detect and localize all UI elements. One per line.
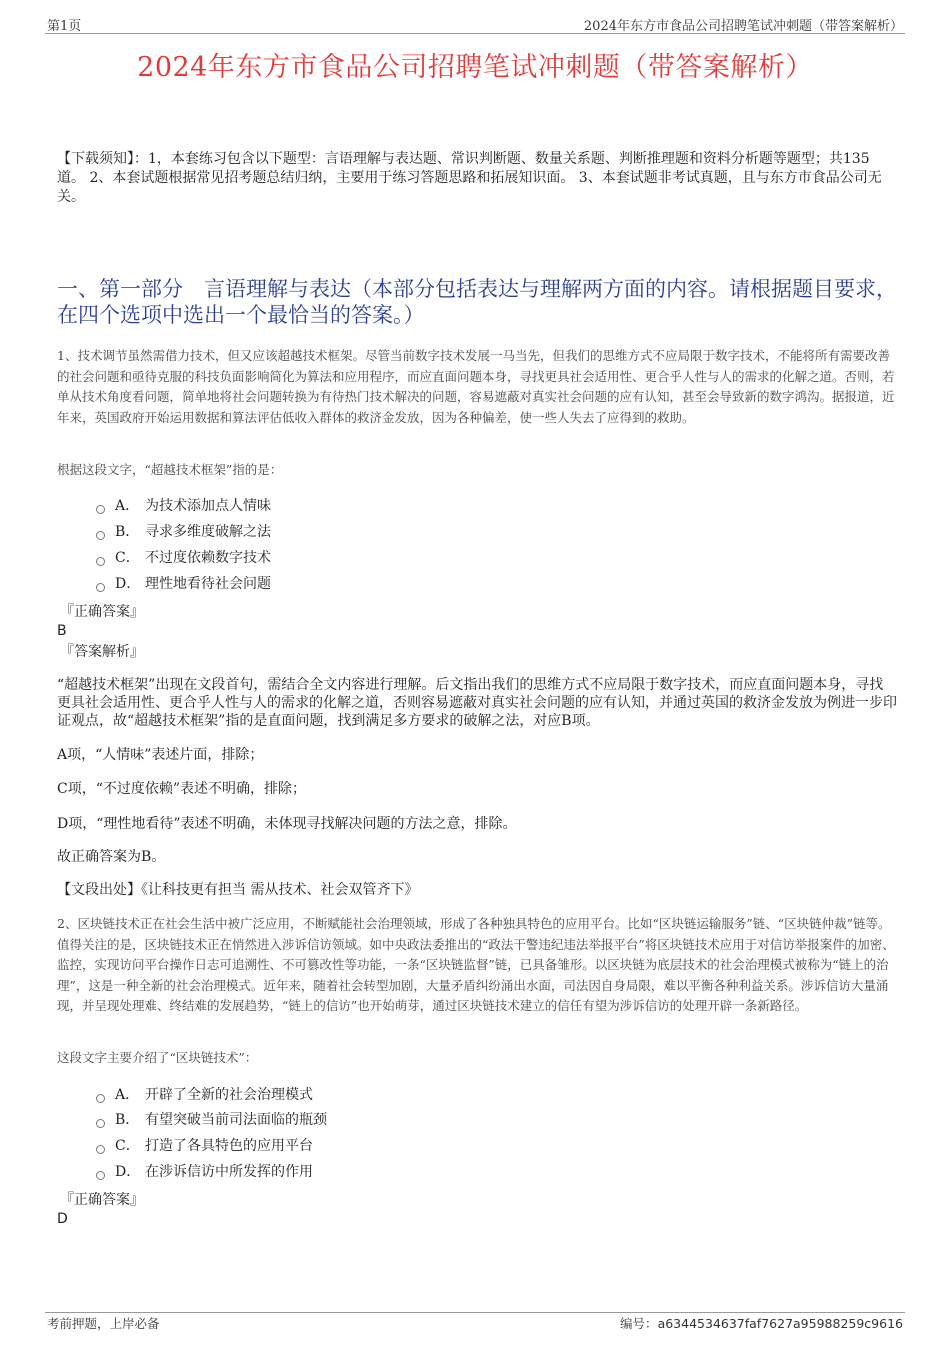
option-letter: A． [115,1087,140,1103]
header-doc-title: 2024年东方市食品公司招聘笔试冲刺题（带答案解析） [583,19,903,34]
option-letter: D． [115,576,141,592]
radio-icon[interactable] [96,583,105,592]
q1-analysis-c: C项，“不过度依赖”表述不明确，排除； [57,781,307,797]
q1-analysis-d: D项，“理性地看待”表述不明确，未体现寻找解决问题的方法之意，排除。 [57,816,517,832]
option-text: 在涉诉信访中所发挥的作用 [145,1164,313,1180]
option-text: 不过度依赖数字技术 [145,550,271,566]
download-notice: 【下载须知】：1，本套练习包含以下题型：言语理解与表达题、常识判断题、数量关系题、判断推理题和资料分析题等题型；共135道。 2、本套试题根据常见招考题总结归纳，主要用于练习答题思路和拓展知识面。 3、本套试题非考试真题，且与东方市食品公司无关。 [57,151,882,205]
header-page-label: 第1页 [47,19,82,34]
q1-analysis-a: A项，“人情味”表述片面，排除； [57,747,264,763]
radio-icon[interactable] [96,531,105,540]
q1-stem: 根据这段文字，“超越技术框架”指的是： [57,462,283,477]
option-text: 理性地看待社会问题 [145,576,271,592]
option-text: 寻求多维度破解之法 [145,524,271,540]
q2-option-a[interactable] [96,1085,313,1105]
header-divider [45,33,905,34]
radio-icon[interactable] [96,1171,105,1180]
q1-source: 【文段出处】《让科技更有担当 需从技术、社会双管齐下》 [57,882,419,898]
footer-code [620,1314,903,1332]
q1-option-b[interactable] [96,522,271,542]
section-heading: 一、第一部分 言语理解与表达（本部分包括表达与理解两方面的内容。请根据题目要求，在四个选项中选出一个最恰当的答案。） [57,277,897,327]
q2-option-b[interactable] [96,1110,327,1130]
radio-icon[interactable] [96,557,105,566]
radio-icon[interactable] [96,505,105,514]
page-title: 2024年东方市食品公司招聘笔试冲刺题（带答案解析） [137,52,813,83]
q1-analysis: “超越技术框架”出现在文段首句，需结合全文内容进行理解。后文指出我们的思维方式不应局限于数字技术，而应直面问题本身，寻找更具社会适用性、更合乎人性与人的需求的化解之道，否则容易遮蔽对真实社会问题的应有认知，并通过英国的救济金发放为例进一步印证观点，故“超越技术框架”指的是直面问题，找到满足多方要求的破解之法，对应B项。 [57,677,897,729]
q1-answer-label: 『正确答案』 [60,604,144,620]
q1-option-d[interactable] [96,574,271,594]
footer-code-value: a6344534637faf7627a95988259c9616 [657,1316,903,1331]
q1-option-a[interactable] [96,496,271,516]
q2-passage: 2、区块链技术正在社会生活中被广泛应用，不断赋能社会治理领域，形成了各种独具特色的应用平台。比如“区块链运输服务”链、“区块链仲裁”链等。值得关注的是，区块链技术正在悄然进入涉诉信访领域。如中央政法委推出的“政法干警违纪违法举报平台”将区块链技术应用于对信访举报案件的加密、监控，实现访问平台操作日志可追溯性、不可篡改性等功能，一条“区块链监督”链，已具备雏形。以区块链为底层技术的社会治理模式被称为“链上的治理”，这是一种全新的社会治理模式。近年来，随着社会转型加剧，大量矛盾纠纷涌出水面，司法因自身局限，难以平衡各种利益关系。涉诉信访大量涌现，并呈现处理难、终结难的发展趋势，“链上的信访”也开始萌芽，通过区块链技术建立的信任有望为涉诉信访的处理开辟一条新路径。 [57,916,895,1013]
q2-option-d[interactable] [96,1162,313,1182]
radio-icon[interactable] [96,1119,105,1128]
q2-option-c[interactable] [96,1136,313,1156]
q1-analysis-label: 『答案解析』 [60,644,144,660]
footer-code-label: 编号： [620,1316,658,1331]
footer-slogan: 考前押题，上岸必备 [47,1316,160,1331]
option-text: 打造了各具特色的应用平台 [145,1138,313,1154]
option-text: 为技术添加点人情味 [145,498,271,514]
q1-answer: B [57,623,67,639]
option-letter: C． [115,1138,140,1154]
q2-answer: D [57,1211,68,1227]
footer-divider [45,1312,905,1313]
q1-conclusion: 故正确答案为B。 [57,849,166,865]
option-letter: C． [115,550,140,566]
option-letter: B． [115,1112,140,1128]
radio-icon[interactable] [96,1094,105,1103]
radio-icon[interactable] [96,1145,105,1154]
q2-stem: 这段文字主要介绍了“区块链技术”： [57,1050,258,1065]
option-letter: A． [115,498,140,514]
q1-passage: 1、技术调节虽然需借力技术，但又应该超越技术框架。尽管当前数字技术发展一马当先，但我们的思维方式不应局限于数字技术，不能将所有需要改善的社会问题和亟待克服的科技负面影响简化为算法和应用程序，而应直面问题本身，寻找更具社会适用性、更合乎人性与人的需求的化解之道。否则，若单从技术角度看问题，简单地将社会问题转换为有待热门技术解决的问题，容易遮蔽对真实社会问题的应有认知，甚至会导致新的数字鸿沟。据报道，近年来，英国政府开始运用数据和算法评估低收入群体的救济金发放，因为各种偏差，使一些人失去了应得到的救助。 [57,348,895,425]
option-letter: D． [115,1164,141,1180]
option-text: 有望突破当前司法面临的瓶颈 [145,1112,327,1128]
q2-answer-label: 『正确答案』 [60,1192,144,1208]
option-letter: B． [115,524,140,540]
q1-option-c[interactable] [96,548,271,568]
option-text: 开辟了全新的社会治理模式 [145,1087,313,1103]
